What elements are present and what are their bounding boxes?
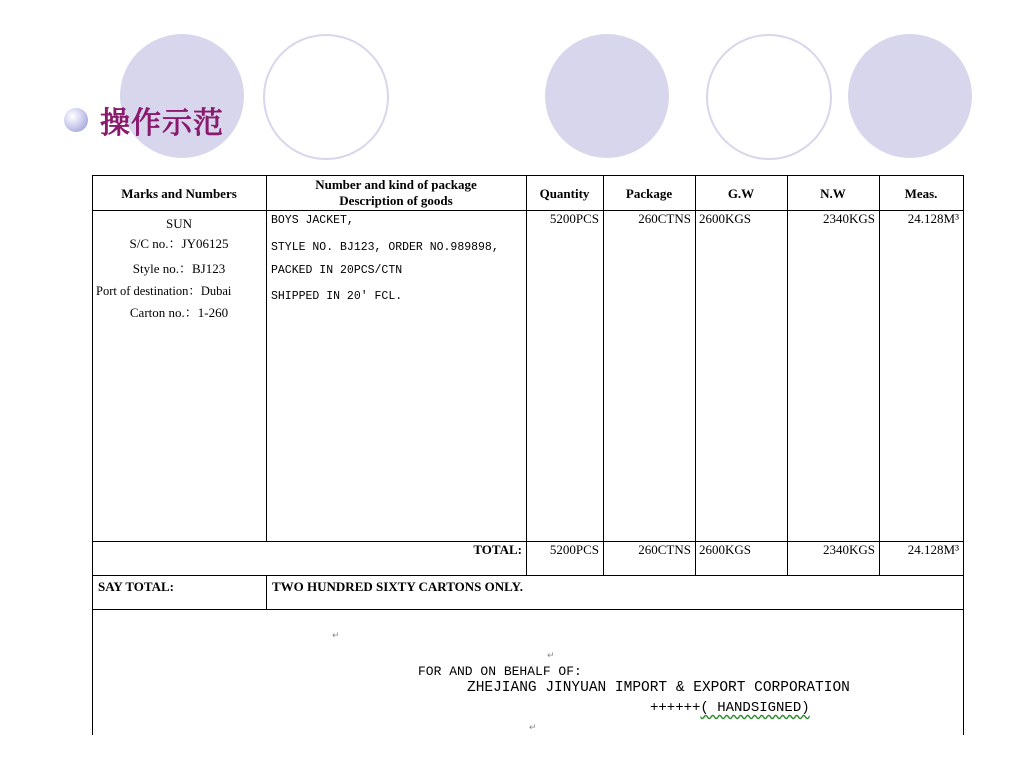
company-name: ZHEJIANG JINYUAN IMPORT & EXPORT CORPORATION [467, 680, 850, 696]
behalf-text: FOR AND ON BEHALF OF: [418, 664, 582, 679]
bullet-icon [64, 108, 88, 132]
description-line: PACKED IN 20PCS/CTN [271, 264, 403, 277]
description-line: STYLE NO. BJ123, ORDER NO.989898, [271, 241, 499, 254]
header-nw: N.W [820, 186, 846, 201]
total-meas: 24.128M³ [907, 542, 959, 557]
marks-line: Carton no.：1-260 [129, 305, 229, 320]
total-quantity: 5200PCS [549, 542, 599, 557]
decor-circle-2 [545, 34, 669, 158]
row-quantity: 5200PCS [549, 211, 599, 226]
decor-ring-1 [263, 34, 389, 160]
description-line: BOYS JACKET, [271, 214, 354, 227]
slide-title: 操作示范 [100, 106, 224, 141]
packing-list-document [92, 168, 964, 734]
row-gw: 2600KGS [699, 211, 752, 226]
marks-line: Port of destination：Dubai [96, 284, 232, 298]
marks-line: S/C no.：JY06125 [129, 236, 229, 251]
header-gw: G.W [727, 186, 755, 201]
total-label: TOTAL: [473, 542, 522, 557]
handsigned-text: ( HANDSIGNED) [700, 700, 810, 716]
header-description-line1: Number and kind of package [315, 177, 477, 192]
header-description-line2: Description of goods [339, 193, 453, 208]
header-meas: Meas. [904, 186, 938, 201]
row-meas: 24.128M³ [907, 211, 959, 226]
paragraph-mark: ↵ [529, 722, 537, 732]
description-line: SHIPPED IN 20' FCL. [271, 290, 403, 303]
paragraph-mark: ↵ [547, 650, 555, 660]
signature-plus: ++++++ [650, 700, 701, 716]
header-package: Package [625, 186, 673, 201]
decor-ring-2 [706, 34, 832, 160]
header-marks: Marks and Numbers [121, 186, 237, 201]
row-nw: 2340KGS [822, 211, 875, 226]
slide-title-block [64, 98, 224, 142]
say-total-value: TWO HUNDRED SIXTY CARTONS ONLY. [272, 579, 524, 594]
total-package: 260CTNS [638, 542, 691, 557]
marks-line: SUN [165, 216, 192, 231]
decor-circle-3 [848, 34, 972, 158]
say-total-label: SAY TOTAL: [98, 579, 174, 594]
total-nw: 2340KGS [822, 542, 875, 557]
signature-line [650, 700, 810, 716]
total-gw: 2600KGS [699, 542, 752, 557]
paragraph-mark: ↵ [332, 630, 340, 640]
header-quantity: Quantity [539, 186, 590, 201]
row-package: 260CTNS [638, 211, 691, 226]
marks-line: Style no.：BJ123 [132, 261, 226, 276]
